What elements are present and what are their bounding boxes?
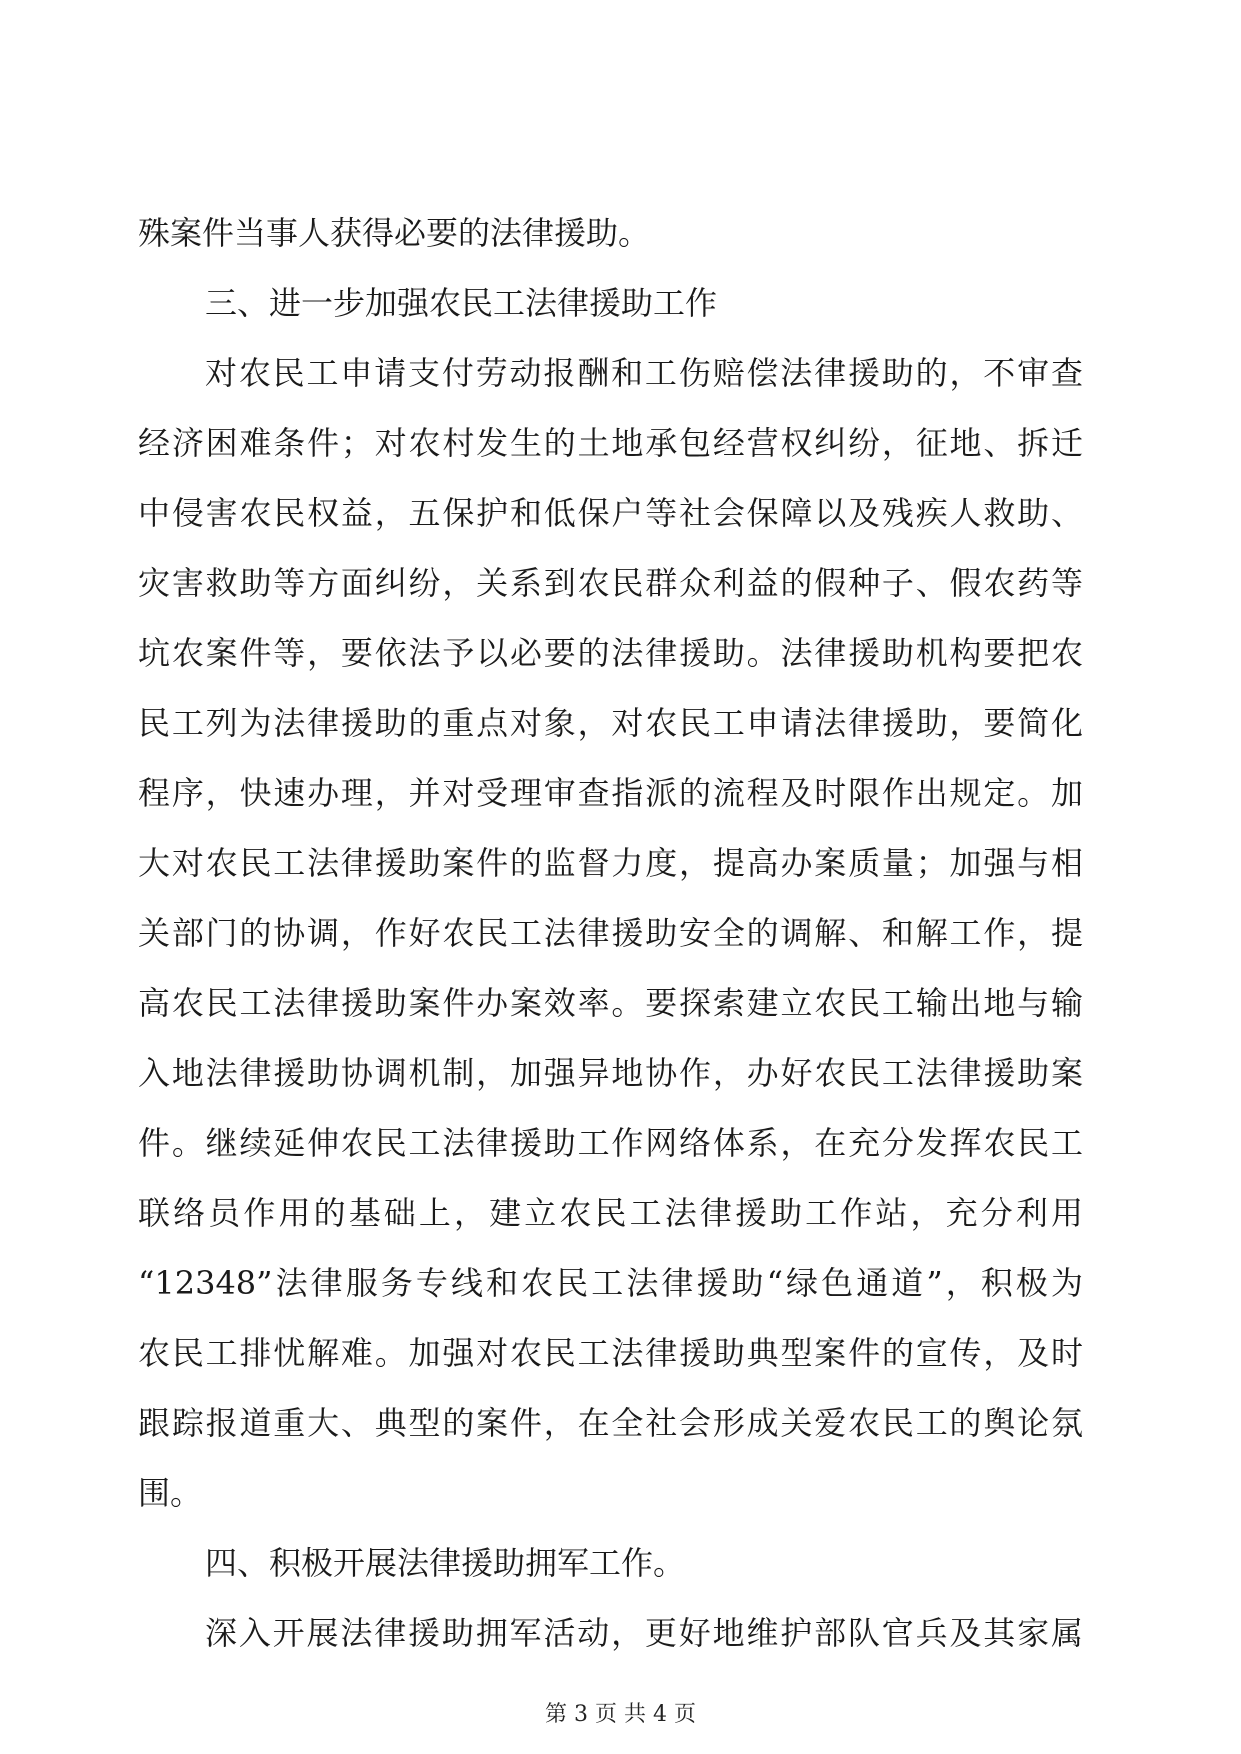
text-line: 农民工排忧解难。加强对农民工法律援助典型案件的宣传，及时 <box>138 1334 1083 1372</box>
text-line: 坑农案件等，要依法予以必要的法律援助。法律援助机构要把农 <box>138 634 1083 672</box>
text-line: 入地法律援助协调机制，加强异地协作，办好农民工法律援助案 <box>138 1054 1083 1092</box>
text-line: “12348”法律服务专线和农民工法律援助“绿色通道”，积极为 <box>138 1264 1083 1302</box>
text-line: 联络员作用的基础上，建立农民工法律援助工作站，充分利用 <box>138 1194 1083 1232</box>
text-line: 民工列为法律援助的重点对象，对农民工申请法律援助，要简化 <box>138 704 1083 742</box>
text-line: 高农民工法律援助案件办案效率。要探索建立农民工输出地与输 <box>138 984 1083 1022</box>
text-line: 件。继续延伸农民工法律援助工作网络体系，在充分发挥农民工 <box>138 1124 1083 1162</box>
text-line: 大对农民工法律援助案件的监督力度，提高办案质量；加强与相 <box>138 844 1083 882</box>
text-line: 经济困难条件；对农村发生的土地承包经营权纠纷，征地、拆迁 <box>138 424 1083 462</box>
text-line: 对农民工申请支付劳动报酬和工伤赔偿法律援助的，不审查 <box>205 354 1083 392</box>
page-number-footer: 第 3 页 共 4 页 <box>545 1702 696 1727</box>
section-heading: 三、进一步加强农民工法律援助工作 <box>205 284 718 322</box>
text-line: 关部门的协调，作好农民工法律援助安全的调解、和解工作，提 <box>138 914 1083 952</box>
text-line: 围。 <box>138 1474 203 1512</box>
text-line: 程序，快速办理，并对受理审查指派的流程及时限作出规定。加 <box>138 774 1083 812</box>
text-line: 中侵害农民权益，五保护和低保户等社会保障以及残疾人救助、 <box>138 494 1083 532</box>
text-line: 殊案件当事人获得必要的法律援助。 <box>138 214 651 252</box>
section-heading: 四、积极开展法律援助拥军工作。 <box>205 1544 686 1582</box>
text-line: 跟踪报道重大、典型的案件，在全社会形成关爱农民工的舆论氛 <box>138 1404 1083 1442</box>
text-line: 灾害救助等方面纠纷，关系到农民群众利益的假种子、假农药等 <box>138 564 1083 602</box>
text-line: 深入开展法律援助拥军活动，更好地维护部队官兵及其家属 <box>205 1614 1083 1652</box>
